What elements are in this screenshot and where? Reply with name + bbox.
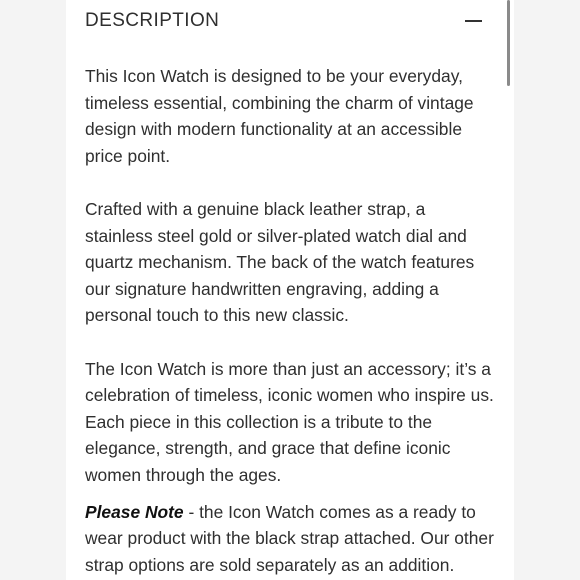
description-body — [85, 63, 495, 578]
minus-icon — [465, 20, 482, 22]
please-note-text: - the Icon Watch comes as a ready to wear product with the black strap attached. Our other strap options are sold separately as an addition. — [85, 501, 494, 575]
description-paragraph-3: The Icon Watch is more than just an accessory; it’s a celebration of timeless, iconic women who inspire us. Each piece in this collection is a tribute to the elegance, strength, and grace that define iconic women through the ages. — [85, 358, 494, 485]
scrollbar-thumb[interactable] — [507, 0, 510, 86]
section-title: DESCRIPTION — [85, 10, 220, 31]
please-note-label: Please Note — [85, 501, 184, 522]
please-note-paragraph — [85, 499, 495, 579]
description-header[interactable] — [85, 8, 485, 36]
collapse-toggle-button[interactable] — [463, 8, 485, 34]
description-paragraph-1: This Icon Watch is designed to be your everyday, timeless essential, combining the charm of vintage design with modern functionality at an accessible price point. — [85, 66, 474, 166]
description-paragraph-2: Crafted with a genuine black leather strap, a stainless steel gold or silver-plated watch dial and quartz mechanism. The back of the watch features our signature handwritten engraving, adding a personal touch to this new classic. — [85, 198, 475, 326]
